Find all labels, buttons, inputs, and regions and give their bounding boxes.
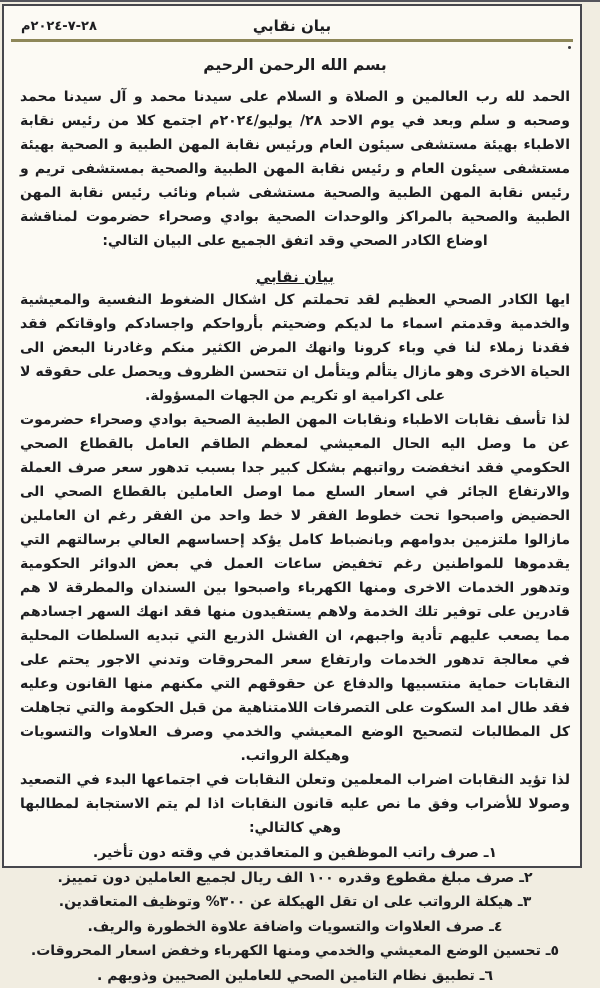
- demands-list: [20, 841, 570, 988]
- document-header: [11, 6, 573, 42]
- document-page: [2, 4, 582, 868]
- basmala-line: بسم الله الرحمن الرحيم: [20, 54, 570, 76]
- demand-item-6: ٦ـ تطبيق نظام التامين الصحي للعاملين الصحيين وذويهم .: [20, 964, 570, 988]
- appreciation-paragraph: ايها الكادر الصحي العظيم لقد تحملتم كل اشكال الضغوط النفسية والمعيشية والخدمية وقدمتم اسماء ما لديكم وضحيتم بأرواحكم واجسادكم واوقاتكم فقد فقدنا زملاء لنا في وباء كرونا وانهك المرض الكثير منكم وغادرنا البعض الى الحياة الاخرى وهو مازال يتألم ويتأمل ان تتحسن الظروف ويحصل على حقوقه لا على اكرامية او تكريم من الجهات المسؤولة.: [20, 288, 570, 408]
- demand-item-4: ٤ـ صرف العلاوات والتسويات واضافة علاوة الخطورة والريف.: [20, 915, 570, 940]
- document-header-title: بيان نقابي: [11, 17, 573, 35]
- intro-paragraph: الحمد لله رب العالمين و الصلاة و السلام على سيدنا محمد و آل سيدنا محمد وصحبه و سلم وبعد في يوم الاحد ٢٨/ يوليو/٢٠٢٤م اجتمع كلا من رئيس نقابة الاطباء بهيئة مستشفى سيئون العام ورئيس نقابة المهن الطبية و الصحية بهيئة مستشفى سيئون العام و رئيس نقابة المهن الطبية والصحية بمستشفى تريم و رئيس نقابة المهن الطبية والصحية مستشفى شبام ونائب رئيس نقابة المهن الطبية والصحية بالمراكز والوحدات الصحية بوادي وصحراء حضرموت لمناقشة اوضاع الكادر الصحي وقد اتفق الجميع على البيان التالي:: [20, 85, 570, 253]
- statement-section-heading: بيان نقابي: [20, 266, 570, 288]
- demand-item-2: ٢ـ صرف مبلغ مقطوع وقدره ١٠٠ الف ريال لجميع العاملين دون تمييز.: [20, 866, 570, 891]
- demand-item-1: ١ـ صرف راتب الموظفين و المتعاقدين في وقته دون تأخير.: [20, 841, 570, 866]
- rule-end-dot: [568, 46, 571, 49]
- escalation-paragraph: لذا تؤيد النقابات اضراب المعلمين وتعلن النقابات في اجتماعها البدء في التصعيد وصولا للأضراب وفق ما نص عليه قانون النقابات اذا لم يتم الاستجابة لمطالبها وهي كالتالي:: [20, 768, 570, 840]
- grievances-paragraph: لذا تأسف نقابات الاطباء ونقابات المهن الطبية الصحية بوادي وصحراء حضرموت عن ما وصل اليه الحال المعيشي لمعظم الطاقم العامل بالقطاع الصحي الحكومي فقد انخفضت رواتبهم بشكل كبير جدا بسبب تدهور سعر صرف العملة والارتفاع الجائر في اسعار السلع مما اوصل العاملين بالقطاع الصحي الى الحضيض واصبحوا تحت خطوط الفقر لا خط واحد من الفقر رغم ان العاملين مازالوا ملتزمين بدوامهم وبانضباط كامل يؤكد إحساسهم العالي برسالتهم التي يقدموها للمواطنين رغم تخفيض ساعات العمل في بعض الدوائر الحكومية وتدهور الخدمات الاخرى ومنها الكهرباء واصبحوا بين السندان والمطرقة لا هم قادرين على توفير تلك الخدمة ولاهم يستفيدون منها فقد انهك السهر اجسادهم مما يصعب عليهم تأدية واجبهم، ان الفشل الذريع التي تبديه السلطات المحلية في معالجة تدهور الخدمات وارتفاع سعر المحروقات وتدني الاجور يحتم على النقابات حماية منتسبيها والدفاع عن حقوقهم التي مكنهم منها القانون وعليه فقد طال امد السكوت على التصرفات اللامتناهية من قبل الحكومة والتي تجاهلت كل المطالبات لتصحيح الوضع المعيشي والخدمي وصرف العلاوات والتسويات وهيكلة الرواتب.: [20, 408, 570, 768]
- demand-item-5: ٥ـ تحسين الوضع المعيشي والخدمي ومنها الكهرباء وخفض اسعار المحروقات.: [20, 939, 570, 964]
- document-date: ٢٨-٧-٢٠٢٤م: [21, 19, 97, 34]
- scan-top-edge: [0, 0, 600, 2]
- document-content: [4, 54, 580, 988]
- demand-item-3: ٣ـ هيكلة الرواتب على ان تقل الهيكلة عن ٣٠٠% وتوظيف المتعاقدين.: [20, 890, 570, 915]
